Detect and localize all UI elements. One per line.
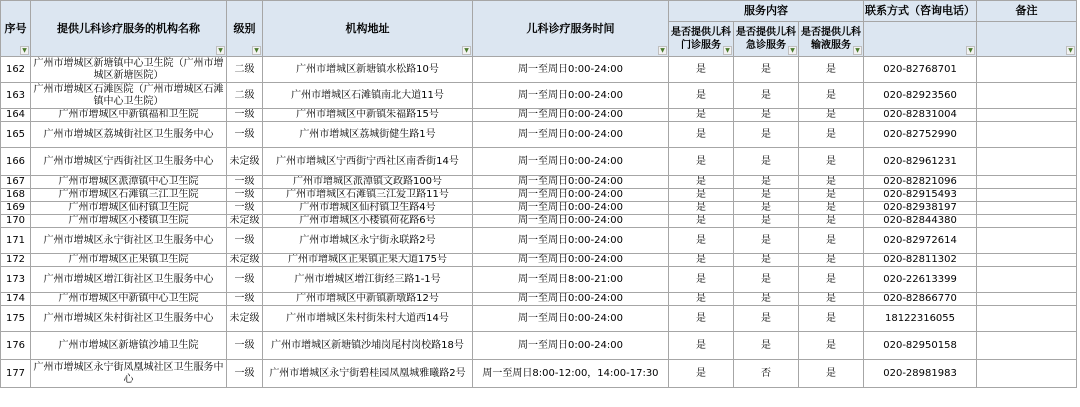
filter-dropdown-icon[interactable]: ▼: [252, 46, 261, 55]
table-row[interactable]: [1, 189, 1077, 202]
cell-seq[interactable]: 167: [1, 176, 31, 189]
cell-remark[interactable]: [977, 202, 1077, 215]
cell-level[interactable]: 二级: [227, 83, 263, 109]
cell-remark[interactable]: [977, 360, 1077, 388]
cell-name[interactable]: 广州市增城区新塘镇沙埔卫生院: [31, 332, 227, 360]
cell-infusion[interactable]: 是: [799, 83, 864, 109]
cell-hours[interactable]: 周一至周日0:00-24:00: [473, 189, 669, 202]
header-emergency[interactable]: 是否提供儿科急诊服务 ▼: [734, 22, 799, 57]
cell-outpatient[interactable]: 是: [669, 122, 734, 148]
cell-remark[interactable]: [977, 254, 1077, 267]
cell-phone[interactable]: 020-82915493: [864, 189, 977, 202]
cell-outpatient[interactable]: 是: [669, 57, 734, 83]
table-body: [1, 57, 1077, 388]
cell-infusion[interactable]: 是: [799, 360, 864, 388]
cell-outpatient[interactable]: 是: [669, 148, 734, 176]
cell-emergency[interactable]: 是: [734, 254, 799, 267]
table-row[interactable]: [1, 109, 1077, 122]
cell-outpatient[interactable]: 是: [669, 83, 734, 109]
cell-seq[interactable]: 162: [1, 57, 31, 83]
table-row[interactable]: [1, 122, 1077, 148]
cell-level[interactable]: 一级: [227, 122, 263, 148]
cell-hours[interactable]: 周一至周日0:00-24:00: [473, 306, 669, 332]
table-row[interactable]: [1, 254, 1077, 267]
filter-dropdown-icon[interactable]: ▼: [20, 46, 29, 55]
cell-outpatient[interactable]: 是: [669, 254, 734, 267]
header-seq[interactable]: 序号 ▼: [1, 1, 31, 57]
cell-address[interactable]: 广州市增城区中新镇朱福路15号: [263, 109, 473, 122]
cell-phone[interactable]: 020-82866770: [864, 293, 977, 306]
cell-emergency[interactable]: 是: [734, 228, 799, 254]
cell-remark[interactable]: [977, 267, 1077, 293]
table-header: [1, 1, 1077, 57]
filter-dropdown-icon[interactable]: ▼: [462, 46, 471, 55]
cell-name[interactable]: 广州市增城区荔城街社区卫生服务中心: [31, 122, 227, 148]
cell-phone[interactable]: 020-82844380: [864, 215, 977, 228]
cell-phone[interactable]: 020-82972614: [864, 228, 977, 254]
cell-infusion[interactable]: 是: [799, 148, 864, 176]
cell-address[interactable]: 广州市增城区石滩镇三江爱卫路11号: [263, 189, 473, 202]
cell-address[interactable]: 广州市增城区朱村街朱村大道西14号: [263, 306, 473, 332]
cell-emergency[interactable]: 是: [734, 148, 799, 176]
cell-address[interactable]: 广州市增城区荔城街健生路1号: [263, 122, 473, 148]
header-contact-filter[interactable]: [864, 22, 977, 57]
cell-name[interactable]: 广州市增城区派潭镇中心卫生院: [31, 176, 227, 189]
cell-level[interactable]: 一级: [227, 109, 263, 122]
cell-name[interactable]: 广州市增城区朱村街社区卫生服务中心: [31, 306, 227, 332]
cell-level[interactable]: 一级: [227, 360, 263, 388]
cell-hours[interactable]: 周一至周日0:00-24:00: [473, 83, 669, 109]
cell-name[interactable]: 广州市增城区石滩医院（广州市增城区石滩镇中心卫生院）: [31, 83, 227, 109]
cell-level[interactable]: 未定级: [227, 215, 263, 228]
header-service-group: 服务内容: [669, 1, 864, 22]
header-remark-filter[interactable]: [977, 22, 1077, 57]
cell-infusion[interactable]: 是: [799, 254, 864, 267]
header-outpatient[interactable]: 是否提供儿科门诊服务 ▼: [669, 22, 734, 57]
cell-hours[interactable]: 周一至周日0:00-24:00: [473, 215, 669, 228]
cell-emergency[interactable]: 是: [734, 109, 799, 122]
cell-phone[interactable]: 18122316055: [864, 306, 977, 332]
cell-infusion[interactable]: 是: [799, 293, 864, 306]
cell-seq[interactable]: 166: [1, 148, 31, 176]
cell-emergency[interactable]: 是: [734, 202, 799, 215]
cell-seq[interactable]: 170: [1, 215, 31, 228]
cell-phone[interactable]: 020-82811302: [864, 254, 977, 267]
filter-dropdown-icon[interactable]: ▼: [658, 46, 667, 55]
cell-remark[interactable]: [977, 109, 1077, 122]
cell-hours[interactable]: 周一至周日0:00-24:00: [473, 332, 669, 360]
header-address[interactable]: 机构地址 ▼: [263, 1, 473, 57]
cell-level[interactable]: 一级: [227, 228, 263, 254]
cell-infusion[interactable]: 是: [799, 332, 864, 360]
cell-hours[interactable]: 周一至周日0:00-24:00: [473, 176, 669, 189]
header-infusion[interactable]: 是否提供儿科输液服务 ▼: [799, 22, 864, 57]
cell-hours[interactable]: 周一至周日0:00-24:00: [473, 148, 669, 176]
cell-level[interactable]: 一级: [227, 202, 263, 215]
cell-emergency[interactable]: 是: [734, 293, 799, 306]
cell-phone[interactable]: 020-82752990: [864, 122, 977, 148]
cell-hours[interactable]: 周一至周日0:00-24:00: [473, 293, 669, 306]
cell-emergency[interactable]: 是: [734, 83, 799, 109]
cell-remark[interactable]: [977, 306, 1077, 332]
cell-infusion[interactable]: 是: [799, 189, 864, 202]
cell-hours[interactable]: 周一至周日0:00-24:00: [473, 122, 669, 148]
cell-outpatient[interactable]: 是: [669, 176, 734, 189]
cell-seq[interactable]: 171: [1, 228, 31, 254]
cell-level[interactable]: 一级: [227, 189, 263, 202]
cell-address[interactable]: 广州市增城区增江街经三路1-1号: [263, 267, 473, 293]
cell-outpatient[interactable]: 是: [669, 293, 734, 306]
cell-infusion[interactable]: 是: [799, 228, 864, 254]
table-row[interactable]: [1, 293, 1077, 306]
cell-address[interactable]: 广州市增城区永宁街碧桂园凤凰城雅曦路2号: [263, 360, 473, 388]
filter-dropdown-icon[interactable]: ▼: [853, 46, 862, 55]
cell-outpatient[interactable]: 是: [669, 332, 734, 360]
cell-name[interactable]: 广州市增城区永宁街凤凰城社区卫生服务中心: [31, 360, 227, 388]
cell-level[interactable]: 一级: [227, 176, 263, 189]
cell-hours[interactable]: 周一至周日0:00-24:00: [473, 254, 669, 267]
table-row[interactable]: [1, 228, 1077, 254]
cell-seq[interactable]: 176: [1, 332, 31, 360]
cell-outpatient[interactable]: 是: [669, 306, 734, 332]
cell-remark[interactable]: [977, 57, 1077, 83]
cell-name[interactable]: 广州市增城区中新镇福和卫生院: [31, 109, 227, 122]
cell-remark[interactable]: [977, 176, 1077, 189]
cell-level[interactable]: 未定级: [227, 148, 263, 176]
cell-hours[interactable]: 周一至周日0:00-24:00: [473, 109, 669, 122]
cell-hours[interactable]: 周一至周日0:00-24:00: [473, 57, 669, 83]
cell-name[interactable]: 广州市增城区石滩镇三江卫生院: [31, 189, 227, 202]
cell-level[interactable]: 二级: [227, 57, 263, 83]
cell-seq[interactable]: 173: [1, 267, 31, 293]
cell-name[interactable]: 广州市增城区新塘镇中心卫生院（广州市增城区新塘医院）: [31, 57, 227, 83]
cell-level[interactable]: 一级: [227, 267, 263, 293]
cell-phone[interactable]: 020-82950158: [864, 332, 977, 360]
cell-remark[interactable]: [977, 148, 1077, 176]
cell-emergency[interactable]: 是: [734, 332, 799, 360]
cell-seq[interactable]: 177: [1, 360, 31, 388]
cell-infusion[interactable]: 是: [799, 176, 864, 189]
table-row[interactable]: [1, 148, 1077, 176]
cell-name[interactable]: 广州市增城区中新镇中心卫生院: [31, 293, 227, 306]
cell-level[interactable]: 一级: [227, 293, 263, 306]
cell-remark[interactable]: [977, 332, 1077, 360]
cell-seq[interactable]: 175: [1, 306, 31, 332]
cell-infusion[interactable]: 是: [799, 306, 864, 332]
cell-infusion[interactable]: 是: [799, 109, 864, 122]
cell-infusion[interactable]: 是: [799, 122, 864, 148]
cell-address[interactable]: 广州市增城区新塘镇水松路10号: [263, 57, 473, 83]
cell-remark[interactable]: [977, 228, 1077, 254]
cell-phone[interactable]: 020-82938197: [864, 202, 977, 215]
table-row[interactable]: [1, 267, 1077, 293]
cell-hours[interactable]: 周一至周日8:00-12:00，14:00-17:30: [473, 360, 669, 388]
cell-address[interactable]: 广州市增城区小楼镇荷花路6号: [263, 215, 473, 228]
cell-infusion[interactable]: 是: [799, 215, 864, 228]
cell-name[interactable]: 广州市增城区仙村镇卫生院: [31, 202, 227, 215]
cell-hours[interactable]: 周一至周日0:00-24:00: [473, 228, 669, 254]
cell-infusion[interactable]: 是: [799, 202, 864, 215]
cell-address[interactable]: 广州市增城区宁西街宁西社区南香街14号: [263, 148, 473, 176]
cell-remark[interactable]: [977, 83, 1077, 109]
cell-emergency[interactable]: 是: [734, 122, 799, 148]
cell-remark[interactable]: [977, 215, 1077, 228]
cell-seq[interactable]: 163: [1, 83, 31, 109]
filter-dropdown-icon[interactable]: ▼: [966, 46, 975, 55]
header-remark: 备注: [977, 1, 1077, 22]
cell-emergency[interactable]: 是: [734, 176, 799, 189]
cell-seq[interactable]: 172: [1, 254, 31, 267]
cell-outpatient[interactable]: 是: [669, 215, 734, 228]
cell-infusion[interactable]: 是: [799, 57, 864, 83]
cell-name[interactable]: 广州市增城区宁西街社区卫生服务中心: [31, 148, 227, 176]
cell-name[interactable]: 广州市增城区永宁街社区卫生服务中心: [31, 228, 227, 254]
table-row[interactable]: [1, 202, 1077, 215]
cell-phone[interactable]: 020-82831004: [864, 109, 977, 122]
cell-outpatient[interactable]: 是: [669, 109, 734, 122]
cell-seq[interactable]: 169: [1, 202, 31, 215]
table-row[interactable]: [1, 306, 1077, 332]
cell-seq[interactable]: 165: [1, 122, 31, 148]
cell-phone[interactable]: 020-22613399: [864, 267, 977, 293]
cell-seq[interactable]: 168: [1, 189, 31, 202]
cell-hours[interactable]: 周一至周日8:00-21:00: [473, 267, 669, 293]
cell-phone[interactable]: 020-82961231: [864, 148, 977, 176]
cell-hours[interactable]: 周一至周日0:00-24:00: [473, 202, 669, 215]
cell-address[interactable]: 广州市增城区仙村镇卫生路4号: [263, 202, 473, 215]
cell-emergency[interactable]: 是: [734, 189, 799, 202]
filter-dropdown-icon[interactable]: ▼: [216, 46, 225, 55]
cell-outpatient[interactable]: 是: [669, 228, 734, 254]
cell-remark[interactable]: [977, 122, 1077, 148]
cell-remark[interactable]: [977, 293, 1077, 306]
table-row[interactable]: [1, 83, 1077, 109]
table-row[interactable]: [1, 360, 1077, 388]
cell-emergency[interactable]: 是: [734, 215, 799, 228]
header-contact: 联系方式（咨询电话）: [864, 1, 977, 22]
cell-level[interactable]: 未定级: [227, 254, 263, 267]
cell-seq[interactable]: 174: [1, 293, 31, 306]
table-row[interactable]: [1, 215, 1077, 228]
cell-level[interactable]: 未定级: [227, 306, 263, 332]
filter-dropdown-icon[interactable]: ▼: [788, 46, 797, 55]
cell-phone[interactable]: 020-28981983: [864, 360, 977, 388]
cell-address[interactable]: 广州市增城区石滩镇南北大道11号: [263, 83, 473, 109]
cell-emergency[interactable]: 是: [734, 267, 799, 293]
table-row[interactable]: [1, 57, 1077, 83]
cell-name[interactable]: 广州市增城区增江街社区卫生服务中心: [31, 267, 227, 293]
cell-remark[interactable]: [977, 189, 1077, 202]
cell-emergency[interactable]: 否: [734, 360, 799, 388]
cell-address[interactable]: 广州市增城区正果镇正果大道175号: [263, 254, 473, 267]
filter-dropdown-icon[interactable]: ▼: [723, 46, 732, 55]
cell-address[interactable]: 广州市增城区新塘镇沙埔岗尾村岗校路18号: [263, 332, 473, 360]
cell-emergency[interactable]: 是: [734, 306, 799, 332]
cell-outpatient[interactable]: 是: [669, 189, 734, 202]
cell-phone[interactable]: 020-82923560: [864, 83, 977, 109]
cell-address[interactable]: 广州市增城区中新镇新墩路12号: [263, 293, 473, 306]
cell-emergency[interactable]: 是: [734, 57, 799, 83]
cell-address[interactable]: 广州市增城区派潭镇文政路100号: [263, 176, 473, 189]
header-level[interactable]: 级别 ▼: [227, 1, 263, 57]
table-row[interactable]: [1, 332, 1077, 360]
cell-phone[interactable]: 020-82768701: [864, 57, 977, 83]
cell-name[interactable]: 广州市增城区正果镇卫生院: [31, 254, 227, 267]
filter-dropdown-icon[interactable]: ▼: [1066, 46, 1075, 55]
header-name[interactable]: 提供儿科诊疗服务的机构名称 ▼: [31, 1, 227, 57]
cell-infusion[interactable]: 是: [799, 267, 864, 293]
cell-name[interactable]: 广州市增城区小楼镇卫生院: [31, 215, 227, 228]
cell-outpatient[interactable]: 是: [669, 202, 734, 215]
cell-phone[interactable]: 020-82821096: [864, 176, 977, 189]
cell-outpatient[interactable]: 是: [669, 267, 734, 293]
cell-outpatient[interactable]: 是: [669, 360, 734, 388]
table-row[interactable]: [1, 176, 1077, 189]
header-hours[interactable]: 儿科诊疗服务时间 ▼: [473, 1, 669, 57]
cell-address[interactable]: 广州市增城区永宁街永联路2号: [263, 228, 473, 254]
cell-seq[interactable]: 164: [1, 109, 31, 122]
cell-level[interactable]: 一级: [227, 332, 263, 360]
